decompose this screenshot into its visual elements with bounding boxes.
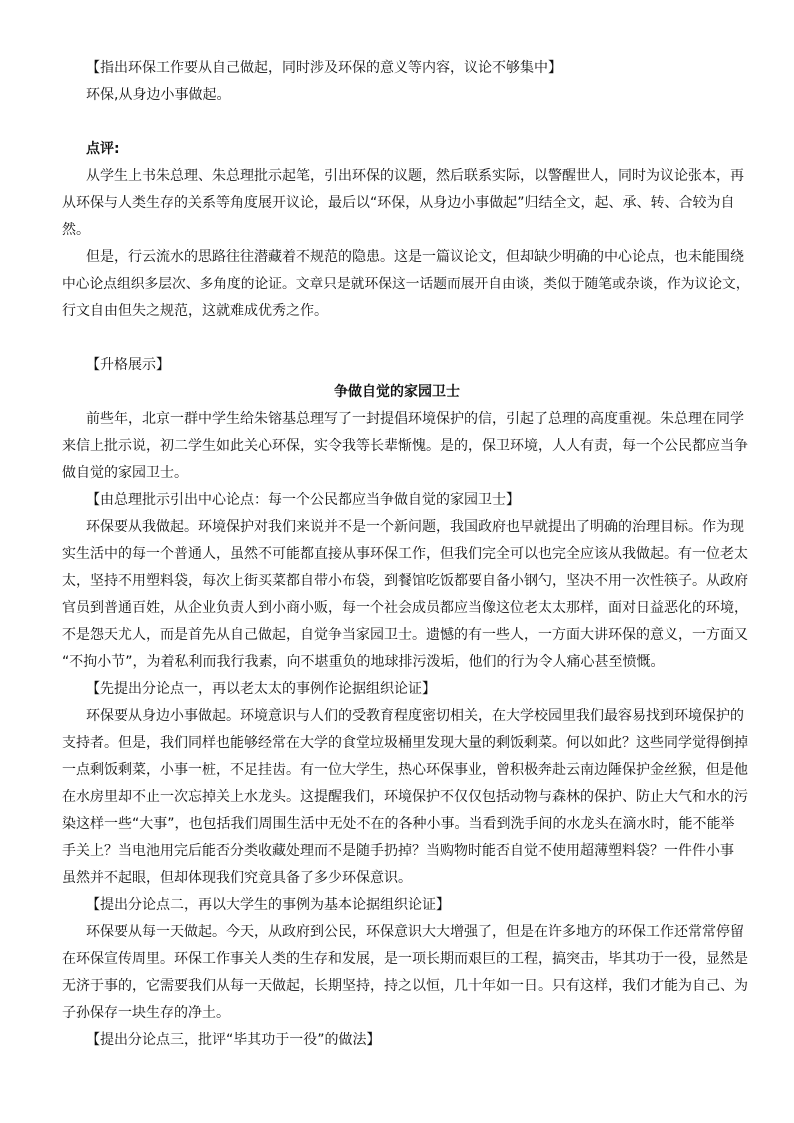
essay-paragraph-line: 无济于事的，它需要我们从每一天做起，长期坚持，持之以恒，几十年如一日。只有这样，我们才能为自己、为 [62, 978, 748, 994]
essay-paragraph-line: 支持者。但是，我们同样也能够经常在大学的食堂垃圾桶里发现大量的剩饭剩菜。何以如此？这些同学觉得倒掉 [62, 735, 748, 751]
essay-paragraph-line: 前些年，北京一群中学生给朱镕基总理写了一封提倡环境保护的信，引起了总理的高度重视。朱总理在同学 [86, 411, 744, 427]
essay-paragraph-line: 不是怨天尤人，而是首先从自己做起，自觉争当家园卫士。遗憾的有一些人，一方面大讲环保的意义，一方面又 [62, 627, 748, 643]
essay-paragraph-line: 在水房里却不止一次忘掉关上水龙头。这提醒我们，环境保护不仅仅包括动物与森林的保护、防止大气和水的污 [62, 789, 748, 805]
annotation-note: 【先提出分论点一，再以老太太的事例作论据组织论证】 [86, 681, 436, 697]
comment-paragraph-line: 但是，行云流水的思路往往潜藏着不规范的隐患。这是一篇议论文，但却缺少明确的中心论点，也未能围绕 [86, 249, 744, 265]
essay-paragraph-line: 官员到普通百姓，从企业负责人到小商小贩，每一个社会成员都应当像这位老太太那样，面对日益恶化的环境， [62, 600, 748, 616]
essay-paragraph-line: 环保要从身边小事做起。环境意识与人们的受教育程度密切相关，在大学校园里我们最容易找到环境保护的 [86, 708, 744, 724]
essay-title-line: 环保,从身边小事做起。 [86, 87, 231, 103]
essay-paragraph-line: 环保要从每一天做起。今天，从政府到公民，环保意识大大增强了，但是在许多地方的环保工作还常常停留 [86, 924, 744, 940]
comment-label: 点评: [86, 141, 120, 157]
annotation-note: 【提出分论点三，批评“毕其功于一役”的做法】 [86, 1032, 381, 1048]
essay-paragraph-line: 手关上？当电池用完后能否分类收藏处理而不是随手扔掉？当购物时能否自觉不使用超薄塑料袋？一件件小事 [62, 843, 734, 859]
annotation-note: 【提出分论点二，再以大学生的事例为基本论据组织论证】 [86, 897, 450, 913]
comment-paragraph-line: 从学生上书朱总理、朱总理批示起笔，引出环保的议题，然后联系实际，以警醒世人，同时为议论张本，再 [86, 168, 744, 184]
comment-paragraph-line: 然。 [62, 222, 90, 238]
essay-title: 争做自觉的家园卫士 [334, 384, 460, 400]
essay-paragraph-line: 来信上批示说，初二学生如此关心环保，实令我等长辈惭愧。是的，保卫环境，人人有责，每一个公民都应当争 [62, 438, 748, 454]
essay-paragraph-line: 实生活中的每一个普通人，虽然不可能都直接从事环保工作，但我们完全可以也完全应该从我做起。有一位老太 [62, 546, 748, 562]
annotation-note: 【指出环保工作要从自己做起，同时涉及环保的意义等内容，议论不够集中】 [86, 60, 562, 76]
section-label: 【升格展示】 [86, 357, 170, 373]
essay-paragraph-line: 做自觉的家园卫士。 [62, 465, 188, 481]
essay-paragraph-line: 在环保宣传周里。环保工作事关人类的生存和发展，是一项长期而艰巨的工程，搞突击，毕其功于一役，显然是 [62, 951, 748, 967]
comment-paragraph-line: 从环保与人类生存的关系等角度展开议论，最后以“环保，从身边小事做起”归结全文，起、承、转、合较为自 [62, 195, 735, 211]
comment-paragraph-line: 行文自由但失之规范，这就难成优秀之作。 [62, 303, 328, 319]
annotation-note: 【由总理批示引出中心论点：每一个公民都应当争做自觉的家园卫士】 [86, 492, 520, 508]
essay-paragraph-line: 太，坚持不用塑料袋，每次上街买菜都自带小布袋，到餐馆吃饭都要自备小钢勺，坚决不用一次性筷子。从政府 [62, 573, 748, 589]
essay-paragraph-line: “不拘小节”，为着私利而我行我素，向不堪重负的地球排污泼垢，他们的行为令人痛心甚至愤慨。 [62, 654, 665, 670]
essay-paragraph-line: 一点剩饭剩菜，小事一桩，不足挂齿。有一位大学生，热心环保事业，曾积极奔赴云南边陲保护金丝猴，但是他 [62, 762, 748, 778]
essay-paragraph-line: 染这样一些“大事”，也包括我们周围生活中无处不在的各种小事。当看到洗手间的水龙头在滴水时，能不能举 [62, 816, 735, 832]
comment-paragraph-line: 中心论点组织多层次、多角度的论证。文章只是就环保这一话题而展开自由谈，类似于随笔或杂谈，作为议论文， [62, 276, 750, 292]
essay-paragraph-line: 虽然并不起眼，但却体现我们究竟具备了多少环保意识。 [62, 870, 412, 886]
essay-paragraph-line: 子孙保存一块生存的净土。 [62, 1005, 230, 1021]
essay-paragraph-line: 环保要从我做起。环境保护对我们来说并不是一个新问题，我国政府也早就提出了明确的治理目标。作为现 [86, 519, 744, 535]
